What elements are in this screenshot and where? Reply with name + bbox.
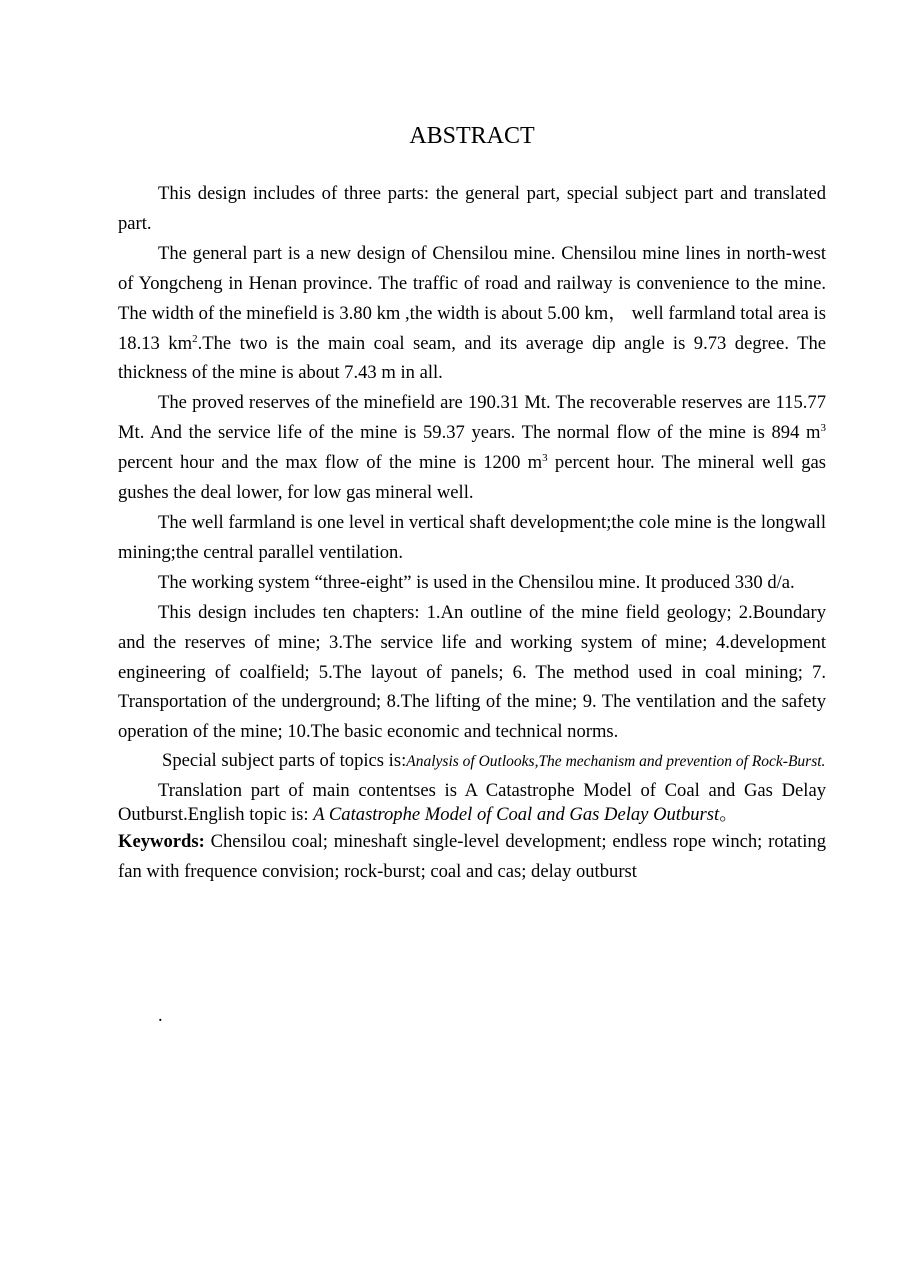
paragraph-keywords — [118, 827, 826, 887]
abstract-title: ABSTRACT — [409, 123, 535, 149]
translation-topic: A Catastrophe Model of Coal and Gas Delay Outburst — [313, 804, 720, 826]
paragraph-development — [118, 508, 826, 568]
paragraph-chapters-text: This design includes ten chapters: 1.An outline of the mine field geology; 2.Boundary and the reserves of mine; 3.The service life and working system of mine; 4.development engineering of coalfield; 5.The layout of panels; 6. The method used in coal mining; 7. Transportation of the underground; 8.The lifting of the mine; 9. The ventilation and the safety operation of the mine; 10.The basic economic and technical norms. — [118, 601, 826, 743]
flow-superscript-2: 3 — [542, 451, 548, 464]
special-subject-lead: Special subject parts of topics is: — [162, 750, 407, 772]
paragraph-reserves — [118, 388, 826, 508]
flow-superscript-1: 3 — [820, 422, 826, 435]
paragraph-development-text: The well farmland is one level in vertical shaft development;the cole mine is the longwall mining;the central parallel ventilation. — [118, 511, 826, 563]
paragraph-special-subject — [118, 747, 826, 773]
paragraph-parts-text: This design includes of three parts: the general part, special subject part and translated part. — [118, 183, 826, 234]
paragraph-chapters — [118, 598, 826, 748]
translation-lead: Translation part of main contentses is A Catastrophe Model of Coal and Gas Delay Outburst.English topic is: — [118, 780, 826, 826]
paragraph-working-system-text: The working system “three-eight” is used in the Chensilou mine. It produced 330 d/a. — [158, 571, 795, 593]
special-subject-topic: Analysis of Outlooks,The mechanism and prevention of Rock-Burst. — [406, 753, 826, 771]
paragraph-general-part — [118, 239, 826, 389]
area-superscript: 2 — [192, 332, 198, 345]
translation-end-mark: 。 — [719, 804, 738, 826]
paragraph-translation — [118, 773, 826, 827]
paragraph-reserves-text-b: percent hour and the max flow of the mine is 1200 m — [118, 452, 543, 474]
paragraph-general-part-text-a: The general part is a new design of Chensilou mine. Chensilou mine lines in north-west of Yongcheng in Henan province. The traffic of road and railway is convenience to the mine. The width of the minefield is 3.80 km ,the width is about 5.00 km， well farmland total area is 18.13 km — [118, 242, 826, 354]
keywords-text: Chensilou coal; mineshaft single-level development; endless rope winch; rotating fan with frequence convision; rock-burst; coal and cas; delay outburst — [118, 831, 826, 883]
keywords-label: Keywords: — [118, 831, 205, 853]
paragraph-parts — [118, 179, 826, 239]
paragraph-working-system — [118, 568, 826, 598]
paragraph-reserves-text-c: percent hour. The mineral well gas gushes the deal lower, for low gas mineral well. — [118, 452, 826, 504]
paragraph-reserves-text-a: The proved reserves of the minefield are 190.31 Mt. The recoverable reserves are 115.77 Mt. And the service life of the mine is 59.37 years. The normal flow of the mine is 894 m — [118, 392, 826, 444]
paragraph-general-part-text-b: .The two is the main coal seam, and its average dip angle is 9.73 degree. The thickness of the mine is about 7.43 m in all. — [118, 332, 826, 384]
abstract-body — [118, 179, 826, 887]
end-mark: . — [158, 1005, 163, 1026]
